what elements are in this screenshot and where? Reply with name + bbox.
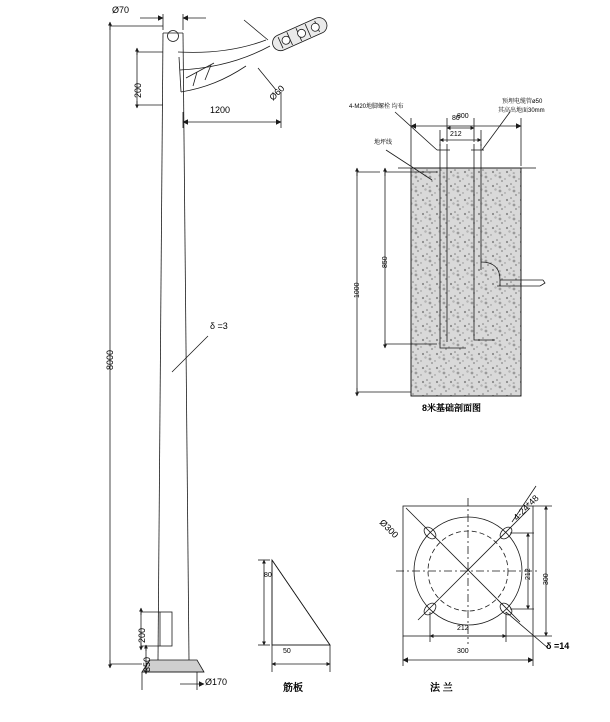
flange-hole-note: 4-24*48: [511, 492, 541, 523]
flange-caption: 法 兰: [430, 683, 453, 694]
foundation-depth-label: 1000: [354, 282, 361, 298]
pole-top-diameter-label: Ø70: [112, 5, 130, 15]
flange-outer-dim-label: 300: [457, 648, 469, 655]
door-height-label: 200: [137, 627, 147, 643]
rib-caption: 筋板: [283, 683, 303, 694]
foundation-top-width-label: 80: [452, 115, 460, 122]
bolt-length-label: 850: [382, 256, 389, 268]
arm-length-label: 1200: [210, 105, 231, 115]
pole-bottom-diameter-label: Ø170: [205, 677, 228, 687]
flange-inner-dim-label: 212: [457, 625, 469, 632]
arm-diameter-label: Ø60: [267, 83, 287, 103]
pole-total-height-label: 8000: [105, 349, 115, 370]
foundation-bolt-note: 4-M20地脚螺栓 均布: [349, 104, 404, 110]
flange-side-dim-label: 300: [543, 573, 550, 585]
arm-rise-label: 200: [133, 82, 143, 98]
foundation-cable-note-2: 其高出地面30mm: [498, 108, 545, 114]
foundation-outer-width-label: 800: [457, 113, 469, 120]
rib-height-label: 80: [264, 572, 272, 579]
base-height-label: 350: [142, 656, 152, 672]
foundation-cable-note: 预埋电缆管ø50: [502, 99, 543, 105]
flange-circle-diameter-label: Ø300: [377, 517, 401, 540]
pole-thickness-label: δ =3: [210, 321, 228, 331]
ground-line-label: 地坪线: [374, 140, 393, 146]
rib-width-label: 50: [283, 648, 291, 655]
flange-thickness-label: δ =14: [546, 641, 570, 651]
foundation-inner-width-label: 212: [450, 131, 462, 138]
flange-bolt-circle-label: 212: [525, 568, 532, 580]
foundation-caption: 8米基础剖面图: [422, 403, 482, 413]
